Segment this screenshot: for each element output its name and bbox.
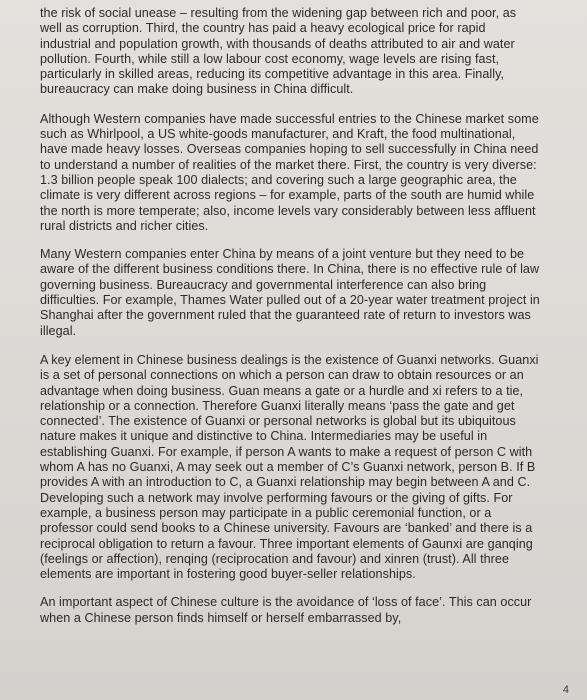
page-number: 4 — [562, 684, 569, 696]
paragraph-guanxi: A key element in Chinese business dealings is the existence of Guanxi networks. Guanxi is a set of personal connections on which a person can draw to obtain resources or an advantage when doing business. Guan means a gate or a hurdle and xi refers to a tie, relationship or a connection. Therefore Guanxi literally means ‘pass the gate and get connected’. The existence of Guanxi or personal networks is global but its ubiquitous nature makes it unique and distinctive to China. Intermediaries may be useful in establishing Guanxi. For example, if person A wants to make a request of person C with whom A has no Guanxi, A may seek out a member of C’s Guanxi network, person B. If B provides A with an introduction to C, a Guanxi relationship may begin between A and C. Developing such a network may involve performing favours or the giving of gifts. For example, a business person may participate in a public ceremonial function, or a professor could send books to a Chinese university. Favours are ‘banked’ and there is a reciprocal obligation to return a favour. Three important elements of Gaunxi are ganqing (feelings or affection), renqing (reciprocation and favour) and xinren (trust). All three elements are important in fostering good buyer-seller relationships. — [40, 352, 539, 582]
paragraph-western-entries: Although Western companies have made successful entries to the Chinese market some such as Whirlpool, a US white-goods manufacturer, and Kraft, the food multinational, have made heavy losses. Overseas companies hoping to sell successfully in China need to understand a number of realities of the market there. First, the country is very diverse: 1.3 billion people speak 100 dialects; and covering such a large geographic area, the climate is very different across regions – for example, parts of the south are humid while the north is more temperate; also, income levels vary considerably between less affluent rural districts and richer cities. — [40, 111, 539, 233]
document-body — [40, 6, 540, 638]
paragraph-joint-venture: Many Western companies enter China by means of a joint venture but they need to be aware of the different business conditions there. In China, there is no effective rule of law governing business. Bureaucracy and governmental interference can also bring difficulties. For example, Thames Water pulled out of a 20-year water treatment project in Shanghai after the government ruled that the guaranteed rate of return to investors was illegal. — [40, 247, 540, 338]
paragraph-loss-of-face: An important aspect of Chinese culture is the avoidance of ‘loss of face’. This can occur when a Chinese person finds himself or herself embarrassed by, — [40, 595, 532, 625]
paragraph-risks: the risk of social unease – resulting from the widening gap between rich and poor, as well as corruption. Third, the country has paid a heavy ecological price for rapid industrial and population growth, with thousands of deaths attributed to air and water pollution. Fourth, while still a low labour cost economy, wage levels are rising fast, particularly in skilled areas, reducing its competitive advantage in this area. Finally, bureaucracy can make doing business in China difficult. — [40, 6, 517, 97]
